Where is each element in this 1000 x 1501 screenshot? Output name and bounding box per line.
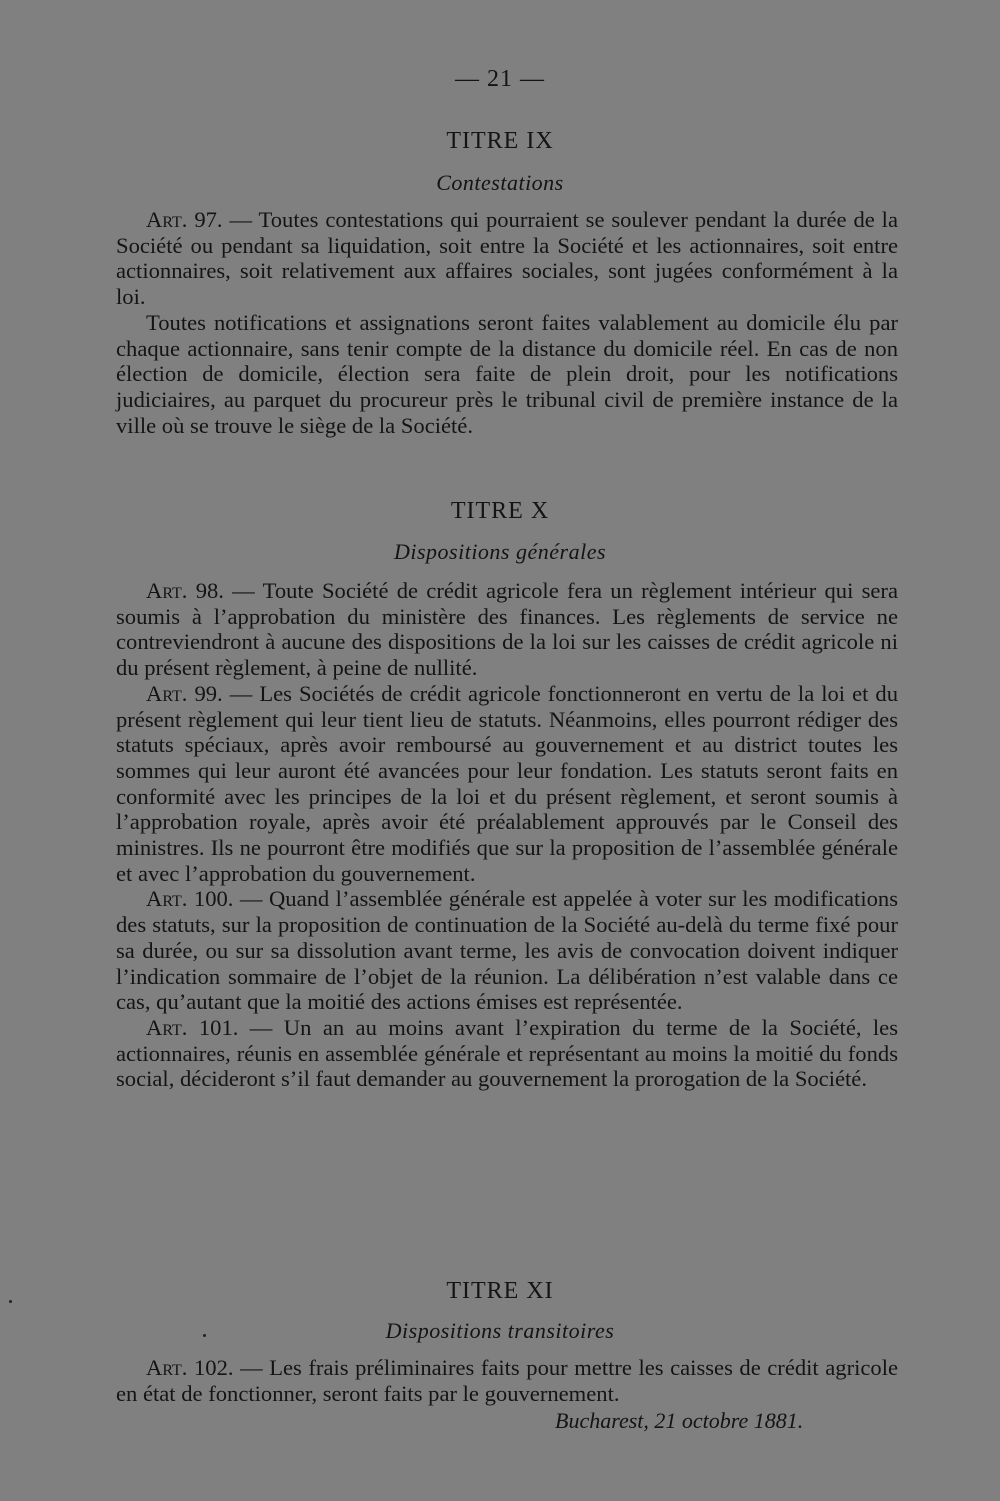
- article-text: — Les Sociétés de crédit agricole fonctionneront en vertu de la loi et du présent règlement qui leur tient lieu de statuts. Néanmoins, elles pourront rédiger des statuts spéciaux, après avoir remboursé au gouvernement et au district toutes les sommes qui leur auront été avancées pour leur fondation. Les statuts seront faits en conformité avec les principes de la loi et du présent règlement, et seront soumis à l’approbation royale, après avoir été préalablement approuvés par le Conseil des ministres. Ils ne pourront être modifiés que sur la proposition de l’assemblée générale et avec l’approbation du gouvernement.: [116, 680, 898, 886]
- article-text: — Quand l’assemblée générale est appelée à voter sur les modifications des statuts, sur la proposition de continuation de la Société au-delà du terme fixé pour sa durée, ou sur sa dissolution avant terme, les avis de convocation doivent indiquer l’indication sommaire de l’objet de la réunion. La délibération n’est valable dans ce cas, qu’autant que la moitié des actions émises est représentée.: [116, 886, 898, 1015]
- section-title-x: TITRE X: [450, 498, 550, 524]
- scan-speck: [203, 1334, 206, 1337]
- article-text: — Les frais préliminaires faits pour mettre les caisses de crédit agricole en état de fonctionner, seront faits par le gouvernement.: [116, 1355, 899, 1406]
- section-title-ix: TITRE IX: [446, 128, 554, 154]
- article-98: [116, 578, 898, 681]
- article-100: [116, 886, 898, 1015]
- article-number: Art. 98.: [146, 578, 224, 603]
- page-number: — 21 —: [455, 66, 545, 92]
- article-number: Art. 101.: [146, 1014, 239, 1040]
- paragraph-text: Toutes notifications et assignations seront faites valablement au domicile élu par chaque actionnaire, sans tenir compte de la distance du domicile réel. En cas de non élection de domicile, élection sera faite de plein droit, pour les notifications judiciaires, au parquet du procureur près le tribunal civil de première instance de la ville où se trouve le siège de la Société.: [116, 309, 898, 438]
- scan-speck: [9, 1300, 12, 1303]
- article-99: [116, 681, 898, 887]
- article-102: [116, 1355, 898, 1406]
- section-title-xi: TITRE XI: [446, 1278, 554, 1304]
- section-subtitle-xi: Dispositions transitoires: [385, 1318, 615, 1343]
- article-number: Art. 99.: [146, 680, 223, 706]
- article-101: [116, 1015, 898, 1092]
- place-date-signature: Bucharest, 21 octobre 1881.: [555, 1408, 804, 1433]
- article-97: [116, 207, 898, 310]
- article-number: Art. 102.: [146, 1355, 234, 1380]
- paragraph-notifications: [116, 310, 898, 439]
- article-number: Art. 97.: [146, 207, 223, 232]
- article-number: Art. 100.: [146, 886, 234, 912]
- section-body-ix: [116, 207, 898, 438]
- section-body-x: [116, 578, 898, 1092]
- section-subtitle-x: Dispositions générales: [393, 539, 607, 564]
- article-text: — Toutes contestations qui pourraient se soulever pendant la durée de la Société ou pendant sa liquidation, soit entre la Société et les actionnaires, soit entre actionnaires, soit relativement aux affaires sociales, sont jugées conformément à la loi.: [116, 207, 898, 310]
- section-subtitle-ix: Contestations: [436, 170, 564, 195]
- article-text: — Toute Société de crédit agricole fera un règlement intérieur qui sera soumis à l’approbation du ministère des finances. Les règlements de service ne contreviendront à aucune des dispositions de la loi sur les caisses de crédit agricole ni du présent règlement, à peine de nullité.: [116, 578, 898, 681]
- section-body-xi: [116, 1355, 898, 1406]
- article-text: — Un an au moins avant l’expiration du terme de la Société, les actionnaires, réunis en assemblée générale et représentant au moins la moitié du fonds social, décideront s’il faut demander au gouvernement la prorogation de la Société.: [116, 1014, 898, 1092]
